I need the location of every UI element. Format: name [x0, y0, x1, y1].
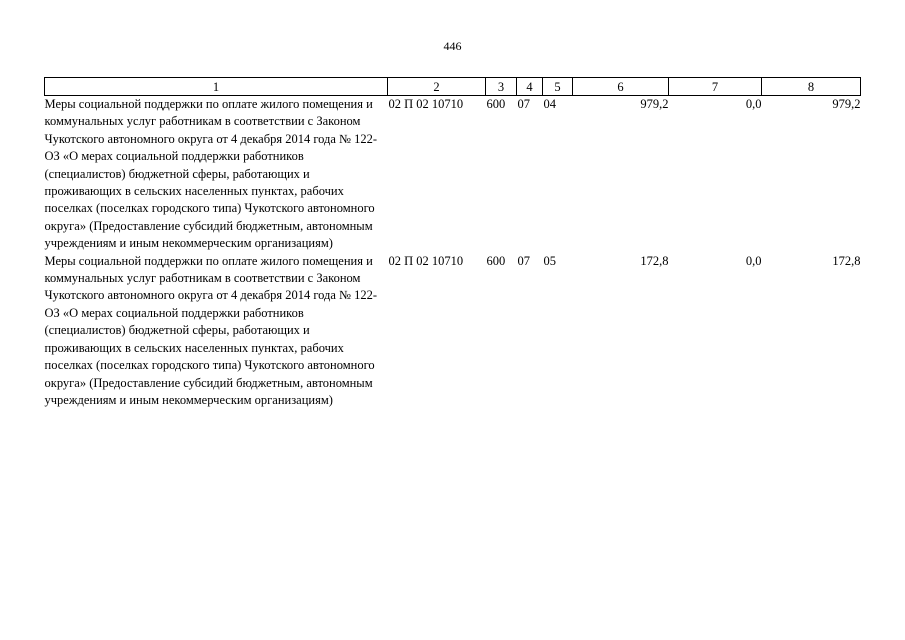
row-amount-total: 979,2	[640, 97, 669, 111]
row-amount-regional: 172,8	[832, 253, 861, 268]
row-expense-type: 600	[486, 97, 506, 111]
row-description: Меры социальной поддержки по оплате жилого помещения и коммунальных услуг работникам в соответствии с Законом Чукотского автономного округа от 4 декабря 2014 года № 122-ОЗ «О мерах социальной поддержки работников (специалистов) бюджетной сферы, работающих и проживающих в сельских населенных пунктах, рабочих поселках (поселках городского типа) Чукотского автономного округа» (Предоставление субсидий бюджетным, автономным учреждениям и иным некоммерческим организациям)	[44, 97, 378, 251]
row-amount-federal: 0,0	[745, 97, 762, 111]
row-target-code: 02 П 02 10710	[388, 253, 464, 268]
table-row	[45, 253, 861, 410]
column-header-4: 4	[517, 78, 543, 96]
table-row	[45, 96, 861, 253]
row-amount-federal: 0,0	[745, 253, 762, 268]
row-amount-regional: 979,2	[832, 97, 861, 111]
column-header-5: 5	[543, 78, 573, 96]
row-target-code: 02 П 02 10710	[388, 97, 464, 111]
row-description: Меры социальной поддержки по оплате жилого помещения и коммунальных услуг работникам в соответствии с Законом Чукотского автономного округа от 4 декабря 2014 года № 122-ОЗ «О мерах социальной поддержки работников (специалистов) бюджетной сферы, работающих и проживающих в сельских населенных пунктах, рабочих поселках (поселках городского типа) Чукотского автономного округа» (Предоставление субсидий бюджетным, автономным учреждениям и иным некоммерческим организациям)	[44, 253, 378, 407]
row-section: 07	[517, 97, 530, 111]
column-number-header-row	[45, 78, 861, 96]
column-header-1: 1	[45, 78, 388, 96]
row-subsection: 04	[543, 97, 556, 111]
row-subsection: 05	[543, 253, 556, 268]
row-section: 07	[517, 253, 530, 268]
column-header-7: 7	[669, 78, 762, 96]
page-number: 446	[443, 39, 462, 53]
budget-table	[44, 77, 861, 409]
column-header-6: 6	[573, 78, 669, 96]
row-amount-total: 172,8	[640, 253, 669, 268]
column-header-8: 8	[762, 78, 861, 96]
column-header-3: 3	[486, 78, 517, 96]
row-expense-type: 600	[486, 253, 506, 268]
column-header-2: 2	[388, 78, 486, 96]
